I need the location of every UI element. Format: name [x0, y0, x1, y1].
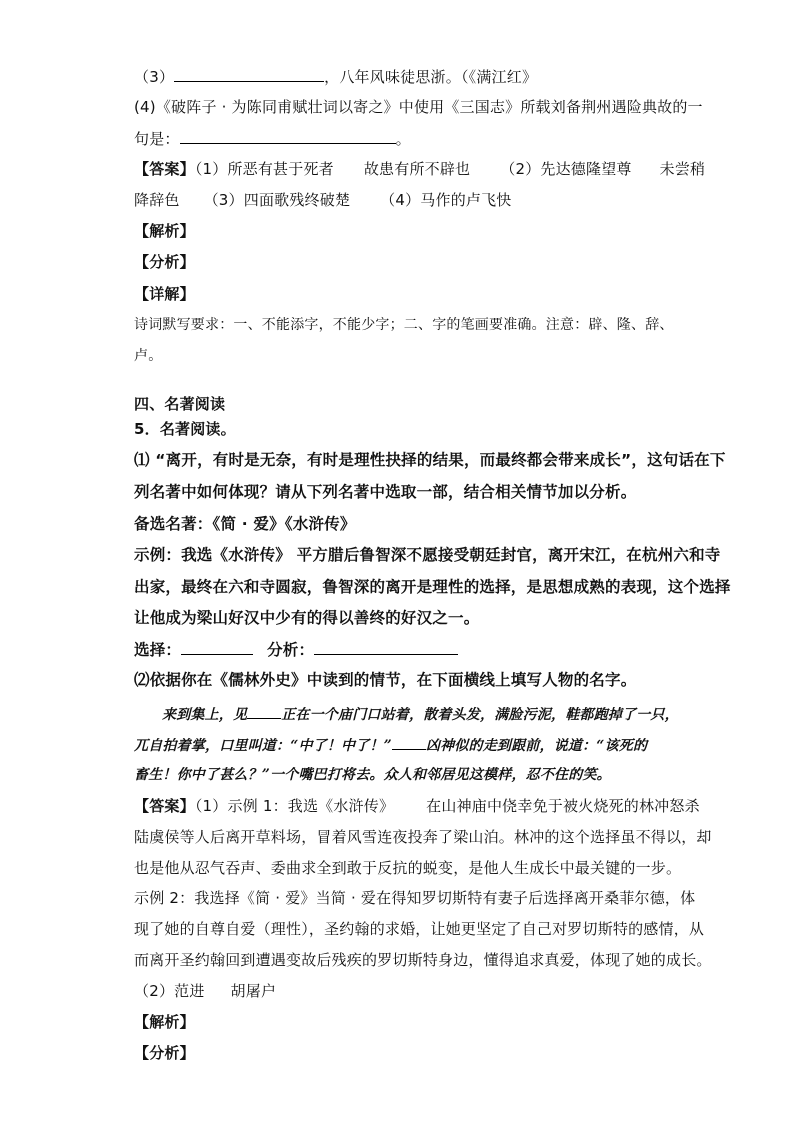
choose-analyze-line	[134, 639, 458, 660]
question-number: （3）	[134, 68, 175, 86]
q5-2-line-1: ⑵依据你在《儒林外史》中读到的情节，在下面横线上填写人物的名字。	[134, 671, 637, 689]
answer-text: （3）四面歌残终破楚	[203, 191, 351, 209]
answer-text: 在山神庙中侥幸免于被火烧死的林冲怒杀	[426, 797, 700, 815]
answer-blank	[180, 128, 396, 144]
detail-line-2: 卢。	[134, 348, 163, 364]
answer-blank	[174, 66, 324, 82]
question-3	[134, 66, 537, 87]
question-5-title: 5．名著阅读。	[134, 420, 236, 438]
question-text: ，八年风味徒思浙。（《满江红》	[324, 68, 538, 86]
answer-line-1	[134, 159, 705, 179]
name-blank	[247, 703, 281, 719]
answer-text: （1）示例 1：我选《水浒传》	[194, 797, 395, 815]
breakdown-label: 【分析】	[134, 253, 195, 271]
question-4-line-1: (4)《破阵子 · 为陈同甫赋壮词以寄之》中使用《三国志》所载刘备荆州遇险典故的一	[134, 98, 703, 116]
passage-text: 来到集上，见	[162, 707, 248, 723]
name-blank	[392, 734, 426, 750]
answer2-line-3: 也是他从忍气吞声、委曲求全到敢于反抗的蜕变，是他人生成长中最关键的一步。	[134, 859, 682, 877]
answer-text: （2）范进	[134, 982, 205, 1000]
question-text: 。	[395, 130, 411, 148]
answer2-line-4: 示例 2：我选择《简 · 爱》当简 · 爱在得知罗切斯特有妻子后选择离开桑菲尔德，体	[134, 889, 696, 907]
analyze-label: 分析：	[267, 641, 315, 659]
example-line-2: 出家，最终在六和寺圆寂，鲁智深的离开是理性的选择，是思想成熟的表现，这个选择	[134, 578, 731, 596]
analyze-blank	[314, 639, 458, 655]
answer-text: （2）先达德隆望尊	[500, 160, 632, 178]
answer-text: 未尝稍	[659, 160, 706, 178]
detail-label: 【详解】	[134, 285, 195, 303]
passage-text: 凶神似的走到跟前，说道：“该死的	[425, 738, 648, 754]
answer-line-2	[134, 190, 512, 210]
passage-text: 兀自拍着掌，口里叫道：“中了！中了！”	[134, 738, 392, 754]
analysis-label-2: 【解析】	[134, 1013, 195, 1031]
answer2-line-6: 而离开圣约翰回到遭遇变故后残疾的罗切斯特身边，懂得追求真爱，体现了她的成长。	[134, 951, 712, 969]
passage-line-3: 畜生！你中了甚么？”一个嘴巴打将去。众人和邻居见这模样，忍不住的笑。	[134, 767, 611, 783]
detail-line-1: 诗词默写要求：一、不能添字，不能少字；二、字的笔画要准确。注意：辟、隆、辞、	[134, 317, 674, 333]
example-line-3: 让他成为梁山好汉中少有的得以善终的好汉之一。	[134, 609, 480, 627]
answer-text: 胡屠户	[230, 982, 277, 1000]
answer2-line-2: 陆虞侯等人后离开草料场，冒着风雪连夜投奔了梁山泊。林冲的这个选择虽不得以，却	[134, 828, 712, 846]
answer2-line-5: 现了她的自尊自爱（理性），圣约翰的求婚，让她更坚定了自己对罗切斯特的感情，从	[134, 920, 705, 938]
passage-line-2	[134, 734, 647, 756]
question-text: 句是：	[134, 130, 180, 148]
question-4-line-2	[134, 128, 411, 149]
answer-label: 【答案】	[134, 160, 195, 178]
choose-label: 选择：	[134, 641, 182, 659]
answer2-line-7	[134, 981, 276, 1001]
answer-text: （4）马作的卢飞快	[380, 191, 512, 209]
answer2-line-1	[134, 796, 700, 816]
example-line-1: 示例：我选《水浒传》 平方腊后鲁智深不愿接受朝廷封官，离开宋江，在杭州六和寺	[134, 546, 721, 564]
choose-blank	[181, 639, 253, 655]
answer-label: 【答案】	[134, 797, 195, 815]
answer-text: 故患有所不辟也	[363, 160, 471, 178]
breakdown-label-2: 【分析】	[134, 1044, 195, 1062]
analysis-label: 【解析】	[134, 222, 195, 240]
passage-line-1	[162, 703, 679, 725]
answer-text: 降辞色	[134, 191, 180, 209]
q5-1-line-1: ⑴ “离开，有时是无奈，有时是理性抉择的结果，而最终都会带来成长”，这句话在下	[134, 451, 726, 469]
candidate-books: 备选名著：《简 · 爱》《水浒传》	[134, 515, 356, 533]
passage-text: 正在一个庙门口站着，散着头发，满脸污泥，鞋都跑掉了一只，	[281, 707, 679, 723]
answer-text: （1）所恶有甚于死者	[194, 160, 334, 178]
q5-1-line-2: 列名著中如何体现？请从下列名著中选取一部，结合相关情节加以分析。	[134, 483, 637, 501]
section-title: 四、名著阅读	[134, 395, 226, 413]
